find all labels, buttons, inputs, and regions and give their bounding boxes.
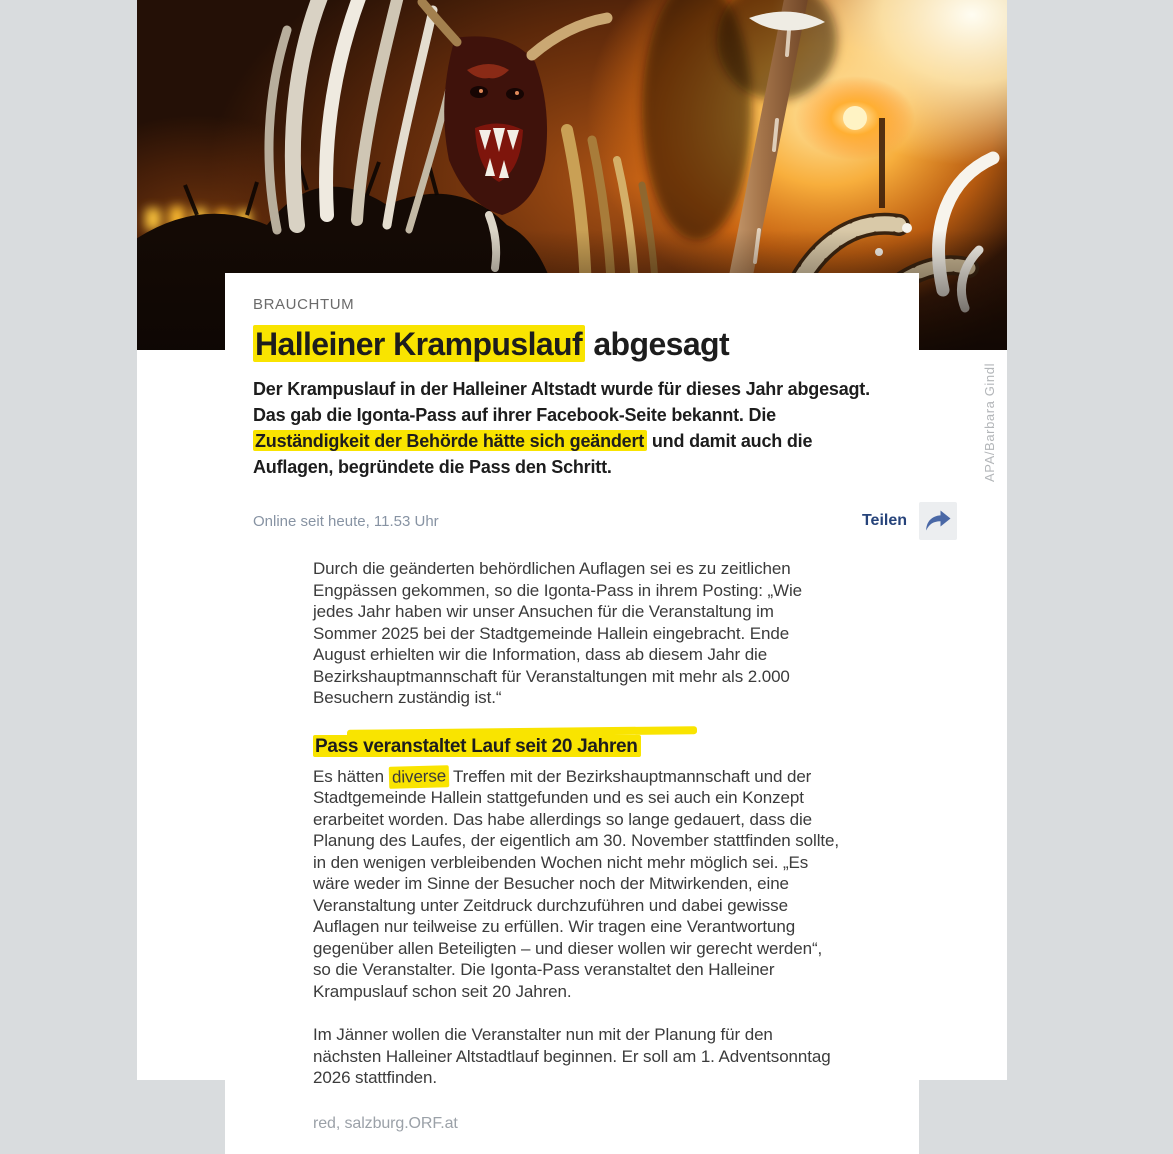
kicker: BRAUCHTUM <box>253 296 891 313</box>
subheading-highlight: Pass veranstaltet Lauf seit 20 Jahren <box>313 735 641 757</box>
share-arrow-icon[interactable] <box>919 502 957 540</box>
lead-highlight: Zuständigkeit der Behörde hätte sich geändert <box>253 430 647 451</box>
p2-highlight: diverse <box>388 765 449 788</box>
lead-after: und damit auch die Auflagen, begründete die Pass den Schritt. <box>253 431 812 477</box>
meta-row <box>253 502 957 540</box>
article-body <box>313 558 840 1154</box>
lead-paragraph <box>253 376 891 480</box>
p2-before: Es hätten <box>313 767 389 786</box>
headline-highlight: Halleiner Krampuslauf <box>253 325 585 362</box>
marker-swipe-decoration <box>347 726 697 738</box>
headline-rest: abgesagt <box>585 326 729 362</box>
byline: red, salzburg.ORF.at <box>313 1113 840 1154</box>
body-paragraph-1: Durch die geänderten behördlichen Auflagen sei es zu zeitlichen Engpässen gekommen, so die Igonta-Pass in ihrem Posting: „Wie jedes Jahr haben wir unser Ansuchen für die Veranstaltung im Sommer 2025 bei der Stadtgemeinde Hallein eingebracht. Ende August erhielten wir die Information, dass ab diesem Jahr die Bezirkshauptmannschaft für Veranstaltungen mit mehr als 2.000 Besuchern zuständig ist.“ <box>313 558 840 709</box>
publish-timestamp: Online seit heute, 11.53 Uhr <box>253 513 439 530</box>
page-title <box>253 325 891 363</box>
body-paragraph-3: Im Jänner wollen die Veranstalter nun mit der Planung für den nächsten Halleiner Altstadtlauf beginnen. Er soll am 1. Adventsonntag 2026 stattfinden. <box>313 1024 840 1089</box>
share-label[interactable]: Teilen <box>862 512 907 530</box>
share-button[interactable] <box>862 502 957 540</box>
body-paragraph-2 <box>313 766 840 1003</box>
subheading <box>313 735 840 758</box>
lead-before: Der Krampuslauf in der Halleiner Altstadt wurde für dieses Jahr abgesagt. Das gab die Igonta-Pass auf ihrer Facebook-Seite bekannt. Die <box>253 379 870 425</box>
article-page <box>137 0 1007 1080</box>
photo-credit: APA/Barbara Gindl <box>982 357 997 482</box>
p2-after: Treffen mit der Bezirkshauptmannschaft und der Stadtgemeinde Hallein stattgefunden und es sei auch ein Konzept erarbeitet worden. Das habe allerdings so lange gedauert, dass die Planung des Laufes, der eigentlich am 30. November stattfinden sollte, in den wenigen verbleibenden Wochen nicht mehr möglich sei. „Es wäre weder im Sinne der Besucher noch der Mitwirkenden, eine Veranstaltung unter Zeitdruck durchzuführen und dabei gewisse Auflagen nur teilweise zu erfüllen. Wir tragen eine Verantwortung gegenüber allen Beteiligten – und dieser wollen wir gerecht werden“, so die Veranstalter. Die Igonta-Pass veranstaltet den Halleiner Krampuslauf schon seit 20 Jahren. <box>313 767 839 1001</box>
article-card <box>225 273 919 1154</box>
